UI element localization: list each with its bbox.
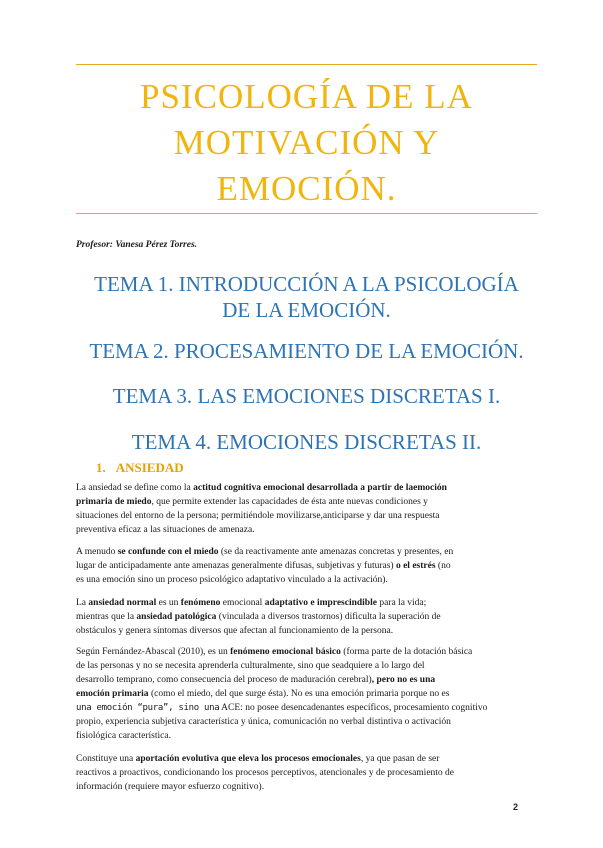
text-run: (forma parte de la dotación básica: [340, 647, 473, 657]
text-run: desarrollo temprano, como consecuencia del proceso de maduración cerebral): [76, 675, 372, 685]
paragraph-definition: [76, 481, 537, 537]
text-line: reactivos a proactivos, condicionando los procesos perceptivos, atencionales y de procesamiento de: [76, 768, 455, 778]
tema-2-heading: TEMA 2. PROCESAMIENTO DE LA EMOCIÓN.: [89, 339, 524, 363]
professor-line: Profesor: Vanesa Pérez Torres.: [76, 240, 198, 250]
text-run: La: [76, 598, 89, 608]
bold-run: fenómeno: [180, 598, 221, 608]
page-number: 2: [513, 802, 519, 812]
bold-run: fenómeno emocional básico: [230, 647, 341, 657]
text-run: (como el miedo, del que surge ésta). No es una emoción primaria porque no es: [148, 689, 450, 699]
bold-run: emoción: [413, 483, 447, 493]
text-run: ACE: no posee desencadenantes específicos, procesamiento cognitivo: [219, 703, 488, 713]
text-line: de las personas y no se necesita aprenderla culturalmente, sino que seadquiere a lo largo del: [76, 661, 425, 671]
bold-run: ansiedad normal: [88, 598, 157, 608]
text-run: para la vida;: [376, 598, 427, 608]
text-line: situaciones del entorno de la persona; permitiéndole movilizarse,anticiparse y dar una respuesta: [76, 511, 440, 521]
text-line: propio, experiencia subjetiva característica y única, comunicación no verbal distintiva o activación: [76, 717, 451, 727]
bold-run: emoción primaria: [76, 689, 149, 699]
text-line: fisiológica característica.: [76, 731, 171, 741]
tema-1-line-2: DE LA EMOCIÓN.: [222, 298, 391, 322]
tema-1-line-1: TEMA 1. INTRODUCCIÓN A LA PSICOLOGÍA: [94, 272, 519, 296]
text-line: información (requiere mayor esfuerzo cognitivo).: [76, 782, 265, 792]
text-run: emocional: [220, 598, 265, 608]
section-number: 1.: [96, 460, 106, 475]
paragraph-normal-pathological: [76, 596, 537, 638]
document-title: [76, 74, 537, 212]
title-top-rule: [76, 64, 537, 65]
title-line-3: EMOCIÓN.: [216, 169, 397, 208]
bold-run: , pero no es una: [371, 675, 436, 685]
title-line-1: PSICOLOGÍA DE LA: [140, 77, 473, 116]
section-heading: [96, 460, 184, 476]
text-run: (vinculada a diversos trastornos) dificulta la superación de: [216, 612, 441, 622]
bold-run: adaptativo e imprescindible: [264, 598, 377, 608]
text-line: es una emoción sino un proceso psicológico adaptativo vinculado a la activación).: [76, 575, 388, 585]
text-run: Constituye una: [76, 754, 136, 764]
text-run: La ansiedad se define como la: [76, 483, 194, 493]
bold-run: primaria de miedo: [76, 497, 152, 507]
text-run: es un: [156, 598, 181, 608]
text-run: , ya que pasan de ser: [360, 754, 440, 764]
text-run: mientras que la: [76, 612, 137, 622]
section-title: ANSIEDAD: [115, 460, 184, 475]
text-run: A menudo: [76, 547, 118, 557]
text-line: preventiva eficaz a las situaciones de amenaza.: [76, 525, 255, 535]
text-run: lugar de anticipadamente ante amenazas generalmente difusas, subjetivas y futuras): [76, 561, 396, 571]
text-run: Según Fernández-Abascal (2010), es un: [76, 647, 231, 657]
bold-run: actitud cognitiva emocional desarrollada a partir de la: [193, 483, 414, 493]
tema-3-heading: TEMA 3. LAS EMOCIONES DISCRETAS I.: [112, 384, 501, 408]
bold-run: aportación evolutiva que eleva los procesos emocionales: [135, 754, 361, 764]
paragraph-confusion: [76, 545, 537, 587]
handwritten-run: una emoción “pura”, sino una: [76, 703, 220, 713]
title-line-2: MOTIVACIÓN Y: [173, 123, 440, 162]
text-run: (se da reactivamente ante amenazas concretas y presentes, en: [218, 547, 454, 557]
bold-run: ansiedad patológica: [136, 612, 217, 622]
bold-run: o el estrés: [395, 561, 436, 571]
text-line: obstáculos y genera síntomas diversos que afectan al funcionamiento de la persona.: [76, 626, 394, 636]
bold-run: se confunde con el miedo: [117, 547, 219, 557]
paragraph-abascal: [76, 645, 537, 743]
text-run: , que permite extender las capacidades de ésta ante nuevas condiciones y: [151, 497, 428, 507]
tema-4-heading: TEMA 4. EMOCIONES DISCRETAS II.: [131, 430, 482, 454]
paragraph-evolution: [76, 752, 537, 794]
title-bottom-rule: [76, 213, 537, 214]
text-run: (no: [435, 561, 451, 571]
tema-1-heading: [76, 271, 537, 323]
